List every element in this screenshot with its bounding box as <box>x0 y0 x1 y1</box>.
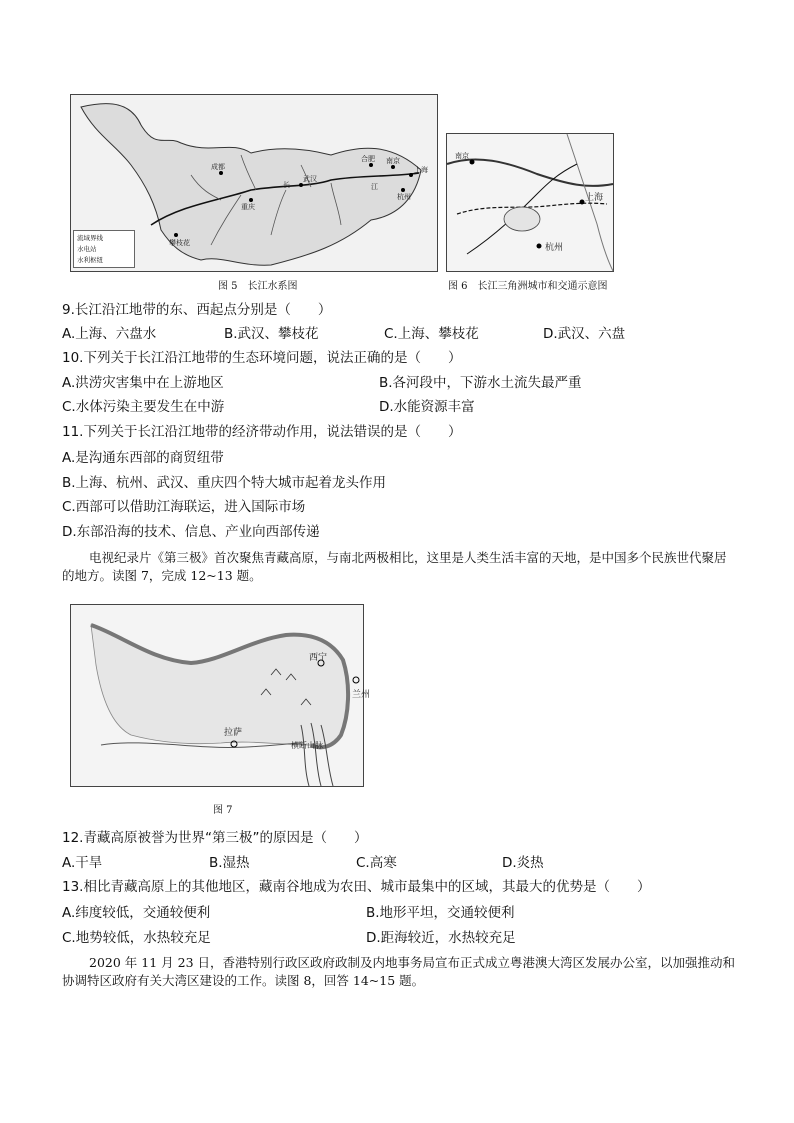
question-10-option-d: D.水能资源丰富 <box>379 399 475 415</box>
question-12-option-b: B.湿热 <box>209 855 250 871</box>
question-10-option-c: C.水体污染主要发生在中游 <box>62 399 225 415</box>
question-13-option-b: B.地形平坦，交通较便利 <box>366 905 515 921</box>
question-10-option-b: B.各河段中，下游水土流失最严重 <box>379 375 582 391</box>
map-label-nanjing: 南京 <box>455 152 469 160</box>
map-label-changjiang-1: 长 <box>283 181 290 189</box>
question-12-option-a: A.干旱 <box>62 855 103 871</box>
map-label-hefei: 合肥 <box>361 155 375 163</box>
question-9-option-a: A.上海、六盘水 <box>62 326 157 342</box>
question-12-option-d: D.炎热 <box>502 855 544 871</box>
map-legend <box>73 230 135 268</box>
question-10-option-a: A.洪涝灾害集中在上游地区 <box>62 375 224 391</box>
legend-basin-boundary: 流域界线 <box>77 234 103 242</box>
legend-water-hub: 水利枢纽 <box>77 256 103 264</box>
question-13-option-d: D.距海较近，水热较充足 <box>366 930 516 946</box>
map-label-chengdu: 成都 <box>211 163 225 171</box>
question-11-option-c: C.西部可以借助江海联运，进入国际市场 <box>62 499 306 515</box>
yangtze-delta-drawing <box>447 134 613 271</box>
map-label-hengduan: 横断山脉 <box>291 741 323 750</box>
question-11-option-a: A.是沟通东西部的商贸纽带 <box>62 450 224 466</box>
map-label-panzhihua: 攀枝花 <box>169 239 190 247</box>
map-label-changjiang-2: 江 <box>371 183 378 191</box>
question-11-option-d: D.东部沿海的技术、信息、产业向西部传递 <box>62 524 320 540</box>
map-label-xining: 西宁 <box>309 653 328 663</box>
figure-7-caption: 图 7 <box>213 805 233 816</box>
map-label-lhasa: 拉萨 <box>224 728 243 738</box>
question-13-option-a: A.纬度较低，交通较便利 <box>62 905 211 921</box>
question-13-option-c: C.地势较低，水热较充足 <box>62 930 211 946</box>
question-11-option-b: B.上海、杭州、武汉、重庆四个特大城市起着龙头作用 <box>62 475 387 491</box>
map-label-shanghai: 上海 <box>414 166 428 174</box>
question-9-option-b: B.武汉、攀枝花 <box>224 326 319 342</box>
map-label-chongqing: 重庆 <box>241 203 255 211</box>
map-label-hangzhou: 杭州 <box>545 243 564 253</box>
passage-greater-bay-area: 2020 年 11 月 23 日，香港特别行政区政府政制及内地事务局宣布正式成立粤港澳大湾区发展办公室，以加强推动和协调特区政府有关大湾区建设的工作。读图 8，回答 14~15 题。 <box>62 955 735 988</box>
figure-7-map <box>70 604 371 787</box>
map-label-wuhan: 武汉 <box>303 175 317 183</box>
figure-5-caption: 图 5 长江水系图 <box>218 281 298 292</box>
question-11-stem: 11.下列关于长江沿江地带的经济带动作用，说法错误的是（ ） <box>62 424 462 440</box>
question-10-stem: 10.下列关于长江沿江地带的生态环境问题，说法正确的是（ ） <box>62 350 462 366</box>
figure-5-map <box>70 94 438 272</box>
passage-tibet: 电视纪录片《第三极》首次聚焦青藏高原，与南北两极相比，这里是人类生活丰富的天地，是中国多个民族世代聚居的地方。读图 7，完成 12~13 题。 <box>62 550 727 583</box>
question-12-option-c: C.高寒 <box>356 855 397 871</box>
question-12-stem: 12.青藏高原被誉为世界“第三极”的原因是（ ） <box>62 830 368 846</box>
tibet-plateau-drawing <box>71 605 371 786</box>
question-13-stem: 13.相比青藏高原上的其他地区，藏南谷地成为农田、城市最集中的区域，其最大的优势是（ ） <box>62 879 651 895</box>
question-9-stem: 9.长江沿江地带的东、西起点分别是（ ） <box>62 302 332 318</box>
question-9-option-c: C.上海、攀枝花 <box>384 326 479 342</box>
map-label-nanjing: 南京 <box>386 157 400 165</box>
map-label-lanzhou: 兰州 <box>352 690 371 700</box>
figure-6-map <box>446 133 614 272</box>
map-label-shanghai: 上海 <box>585 193 604 203</box>
map-label-hangzhou: 杭州 <box>397 193 411 201</box>
figure-6-caption: 图 6 长江三角洲城市和交通示意图 <box>448 281 608 292</box>
question-9-option-d: D.武汉、六盘 <box>543 326 626 342</box>
legend-hydropower: 水电站 <box>77 245 97 253</box>
